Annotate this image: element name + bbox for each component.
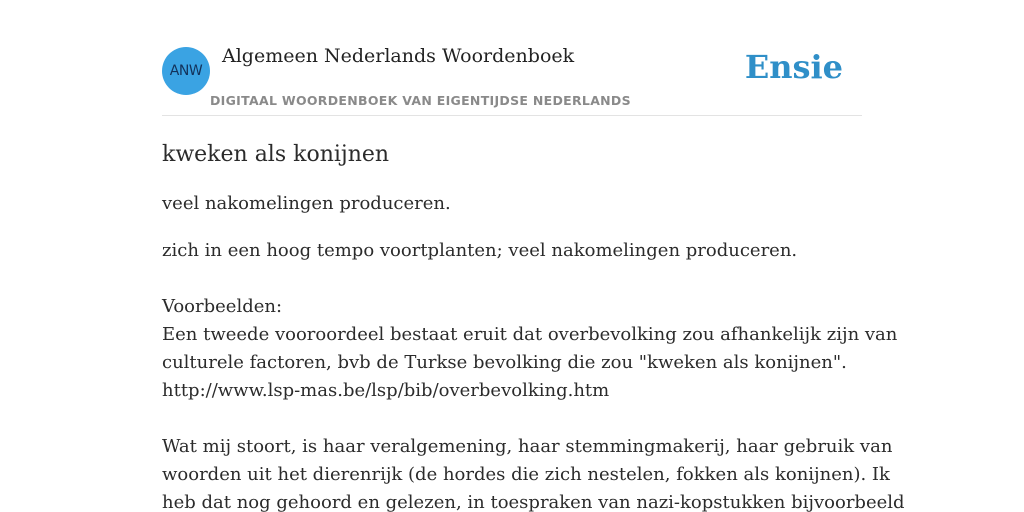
example-2	[162, 433, 905, 512]
ensie-brand-link[interactable]: Ensie	[744, 48, 843, 86]
examples-section	[162, 293, 898, 405]
example-2-line: heb dat nog gehoord en gelezen, in toespraken van nazi-kopstukken bijvoorbeeld	[162, 492, 905, 512]
entry-term: kweken als konijnen	[162, 142, 390, 167]
site-header	[162, 0, 862, 116]
example-2-line: woorden uit het dierenrijk (de hordes die zich nestelen, fokken als konijnen). Ik	[162, 464, 890, 485]
anw-logo-text: ANW	[169, 63, 203, 79]
example-1-line: Een tweede vooroordeel bestaat eruit dat overbevolking zou afhankelijk zijn van	[162, 324, 898, 345]
short-definition: veel nakomelingen produceren.	[162, 193, 451, 214]
example-1-line: culturele factoren, bvb de Turkse bevolking die zou "kweken als konijnen".	[162, 352, 847, 373]
anw-logo[interactable]	[162, 47, 210, 95]
examples-heading: Voorbeelden:	[162, 296, 283, 317]
site-title[interactable]: Algemeen Nederlands Woordenboek	[222, 45, 575, 67]
site-subtitle: DIGITAAL WOORDENBOEK VAN EIGENTIJDSE NEDERLANDS	[210, 93, 631, 108]
example-2-line: Wat mij stoort, is haar veralgemening, haar stemmingmakerij, haar gebruik van	[162, 436, 893, 457]
main-container	[162, 0, 905, 512]
example-1-source-link[interactable]: http://www.lsp-mas.be/lsp/bib/overbevolking.htm	[162, 380, 610, 401]
entry-content	[162, 140, 905, 512]
full-definition: zich in een hoog tempo voortplanten; veel nakomelingen produceren.	[162, 240, 798, 261]
